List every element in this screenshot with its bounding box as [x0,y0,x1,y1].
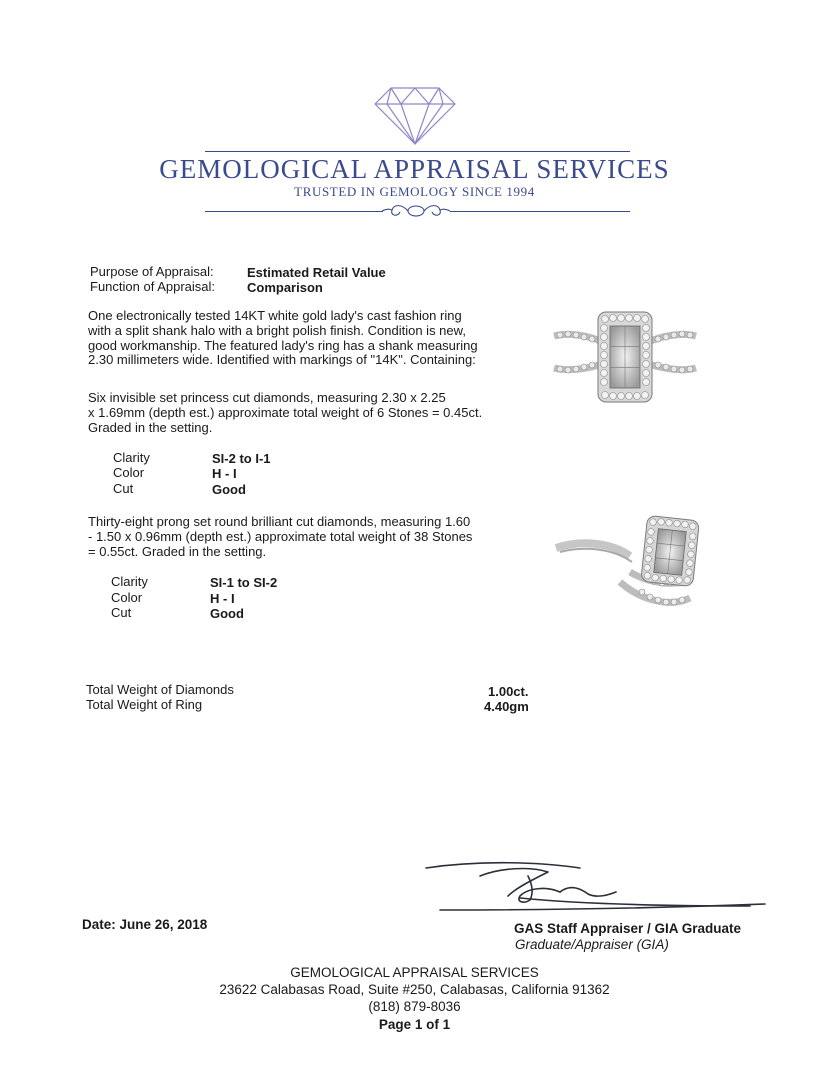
function-label: Function of Appraisal: [90,279,216,294]
ring-photo-angled-view [550,512,700,618]
diamond-logo-icon [373,84,457,146]
header-rule-top [205,151,630,152]
description-line: 2.30 millimeters wide. Identified with markings of "14K". Containing: [88,352,476,368]
stones-2-description [88,515,508,559]
stones-1-clarity-label: Clarity [113,450,150,465]
stones-2-color-label: Color [111,590,143,605]
stones-1-color-label: Color [113,465,145,480]
total-ring-weight-label: Total Weight of Ring [86,697,203,712]
total-diamond-weight-label: Total Weight of Diamonds [86,682,234,697]
description-line: One electronically tested 14KT white gold lady's cast fashion ring [88,308,462,323]
signer-subtitle: Graduate/Appraiser (GIA) [515,937,669,952]
stones-2-color-value: H - I [210,591,235,606]
stones-1-cut-value: Good [212,482,246,497]
stones-2-clarity-value: SI-1 to SI-2 [210,575,278,590]
stones-2-cut-value: Good [210,606,244,621]
footer-company: GEMOLOGICAL APPRAISAL SERVICES [290,965,539,980]
stones-1-color-value: H - I [212,466,237,481]
company-name: GEMOLOGICAL APPRAISAL SERVICES [159,154,670,184]
stones-1-cut-label: Cut [113,481,134,496]
total-ring-weight-value: 4.40gm [484,699,529,714]
stones-1-line: x 1.69mm (depth est.) approximate total weight of 6 Stones = 0.45ct. [88,404,483,420]
appraiser-signature [420,858,770,916]
stones-2-line: = 0.55ct. Graded in the setting. [88,543,267,559]
purpose-value: Estimated Retail Value [247,265,386,280]
total-diamond-weight-value: 1.00ct. [488,684,529,699]
description-line: with a split shank halo with a bright polish finish. Condition is new, [88,322,466,338]
stones-2-line: - 1.50 x 0.96mm (depth est.) approximate total weight of 38 Stones [88,528,473,544]
ornament-flourish-icon [380,202,452,220]
header-rule-bottom-left [205,211,383,212]
header-rule-bottom-right [450,211,630,212]
description-line: good workmanship. The featured lady's ring has a shank measuring [88,337,478,353]
ring-description [88,309,508,368]
footer-address: 23622 Calabasas Road, Suite #250, Calabasas, California 91362 [219,982,610,997]
stones-1-clarity-value: SI-2 to I-1 [212,451,271,466]
ring-photo-top-view [550,306,700,412]
stones-2-cut-label: Cut [111,605,132,620]
stones-1-line: Six invisible set princess cut diamonds, measuring 2.30 x 2.25 [88,390,446,405]
stones-2-clarity-label: Clarity [111,574,148,589]
company-tagline: TRUSTED IN GEMOLOGY SINCE 1994 [294,184,535,199]
function-value: Comparison [247,280,323,295]
stones-1-description [88,391,508,435]
stones-1-line: Graded in the setting. [88,419,213,435]
page-number: Page 1 of 1 [378,1017,451,1032]
signer-title: GAS Staff Appraiser / GIA Graduate [514,921,742,936]
stones-2-line: Thirty-eight prong set round brilliant cut diamonds, measuring 1.60 [88,514,471,529]
appraisal-date: Date: June 26, 2018 [82,917,208,932]
footer-phone: (818) 879-8036 [368,999,461,1014]
purpose-label: Purpose of Appraisal: [90,264,214,279]
